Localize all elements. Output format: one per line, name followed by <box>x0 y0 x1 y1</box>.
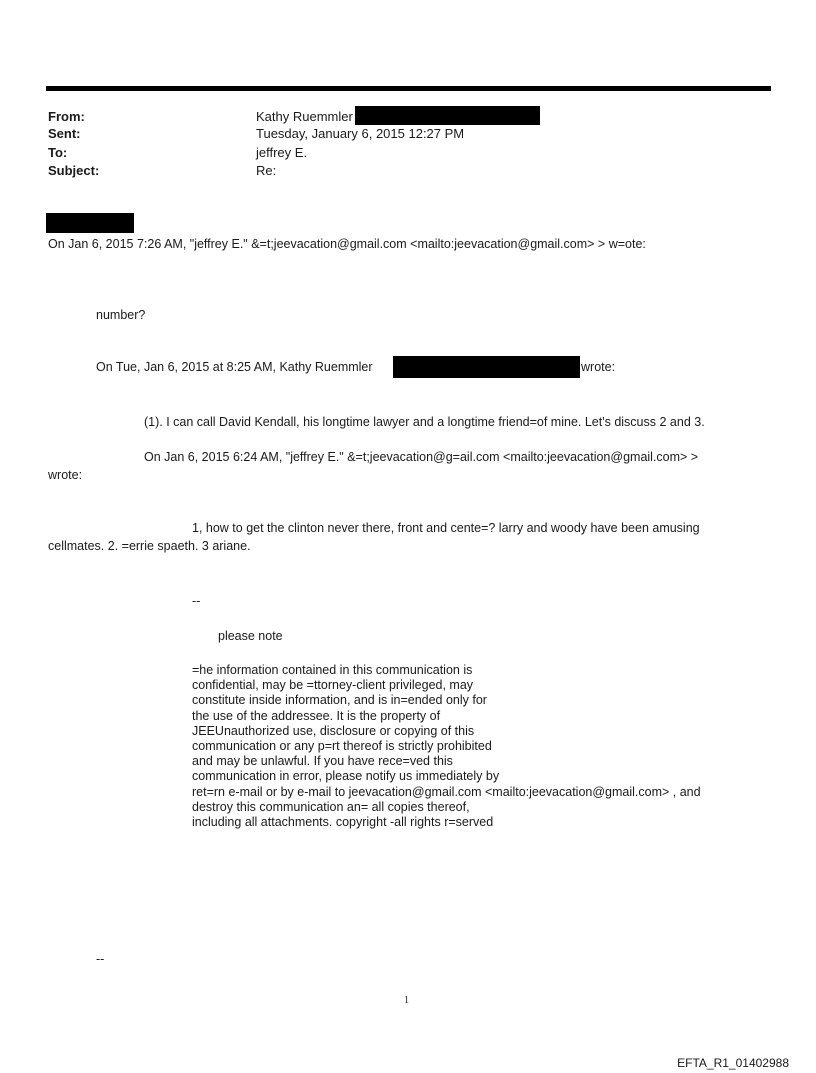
subject-value: Re: <box>256 163 277 178</box>
disclaimer-line: ret=rn e-mail or by e-mail to jeevacation@gmail.com <mailto:jeevacation@gmail.com> , and <box>192 784 701 799</box>
disclaimer-line: constitute inside information, and is in=ended only for <box>192 693 487 708</box>
header-rule <box>46 86 771 91</box>
please-note: please note <box>218 629 283 643</box>
sent-value: Tuesday, January 6, 2015 12:27 PM <box>256 126 465 141</box>
redaction-box <box>355 106 540 125</box>
disclaimer-line: JEEUnauthorized use, disclosure or copying of this <box>192 723 475 738</box>
disclaimer-line: =he information contained in this communication is <box>192 663 473 677</box>
end-separator: -- <box>96 952 105 966</box>
quote-header-2: On Tue, Jan 6, 2015 at 8:25 AM, Kathy Ruemmler <box>96 360 373 374</box>
sent-label: Sent: <box>48 126 81 141</box>
original-message-line-1: 1, how to get the clinton never there, front and cente=? larry and woody have been amusing <box>192 521 700 535</box>
confidentiality-disclaimer <box>192 663 701 830</box>
from-value: Kathy Ruemmler <box>256 109 353 124</box>
signature-separator: -- <box>192 594 201 608</box>
subject-label: Subject: <box>48 163 100 178</box>
disclaimer-line: the use of the addressee. It is the property of <box>192 708 441 723</box>
disclaimer-line: communication in error, please notify us immediately by <box>192 769 500 784</box>
page-number: 1 <box>404 995 409 1006</box>
bates-number: EFTA_R1_01402988 <box>677 1056 789 1070</box>
disclaimer-line: including all attachments. copyright -all rights r=served <box>192 815 494 830</box>
to-label: To: <box>48 145 68 160</box>
from-label: From: <box>48 109 85 124</box>
original-message-line-2: cellmates. 2. =errie spaeth. 3 ariane. <box>48 539 251 553</box>
reply-text-number: number? <box>96 308 146 322</box>
quote-header-1: On Jan 6, 2015 7:26 AM, "jeffrey E." &=t;jeevacation@gmail.com <mailto:jeevacation@gmail.com> > w=ote: <box>48 237 646 251</box>
redaction-box <box>393 356 580 378</box>
redaction-box <box>46 213 134 233</box>
disclaimer-line: communication or any p=rt thereof is strictly prohibited <box>192 739 492 754</box>
disclaimer-line: confidential, may be =ttorney-client privileged, may <box>192 678 474 693</box>
quote-header-3: On Jan 6, 2015 6:24 AM, "jeffrey E." &=t;jeevacation@g=ail.com <mailto:jeevacation@gmail.com> > <box>144 450 699 464</box>
disclaimer-line: and may be unlawful. If you have rece=ved this <box>192 754 453 769</box>
to-value: jeffrey E. <box>256 145 308 160</box>
quote-header-3-wrote: wrote: <box>48 468 83 482</box>
reply-text-kendall: (1). I can call David Kendall, his longtime lawyer and a longtime friend=of mine. Let's discuss 2 and 3. <box>144 415 705 429</box>
disclaimer-line: destroy this communication an= all copies thereof, <box>192 799 470 814</box>
quote-header-2-wrote: wrote: <box>581 360 616 374</box>
